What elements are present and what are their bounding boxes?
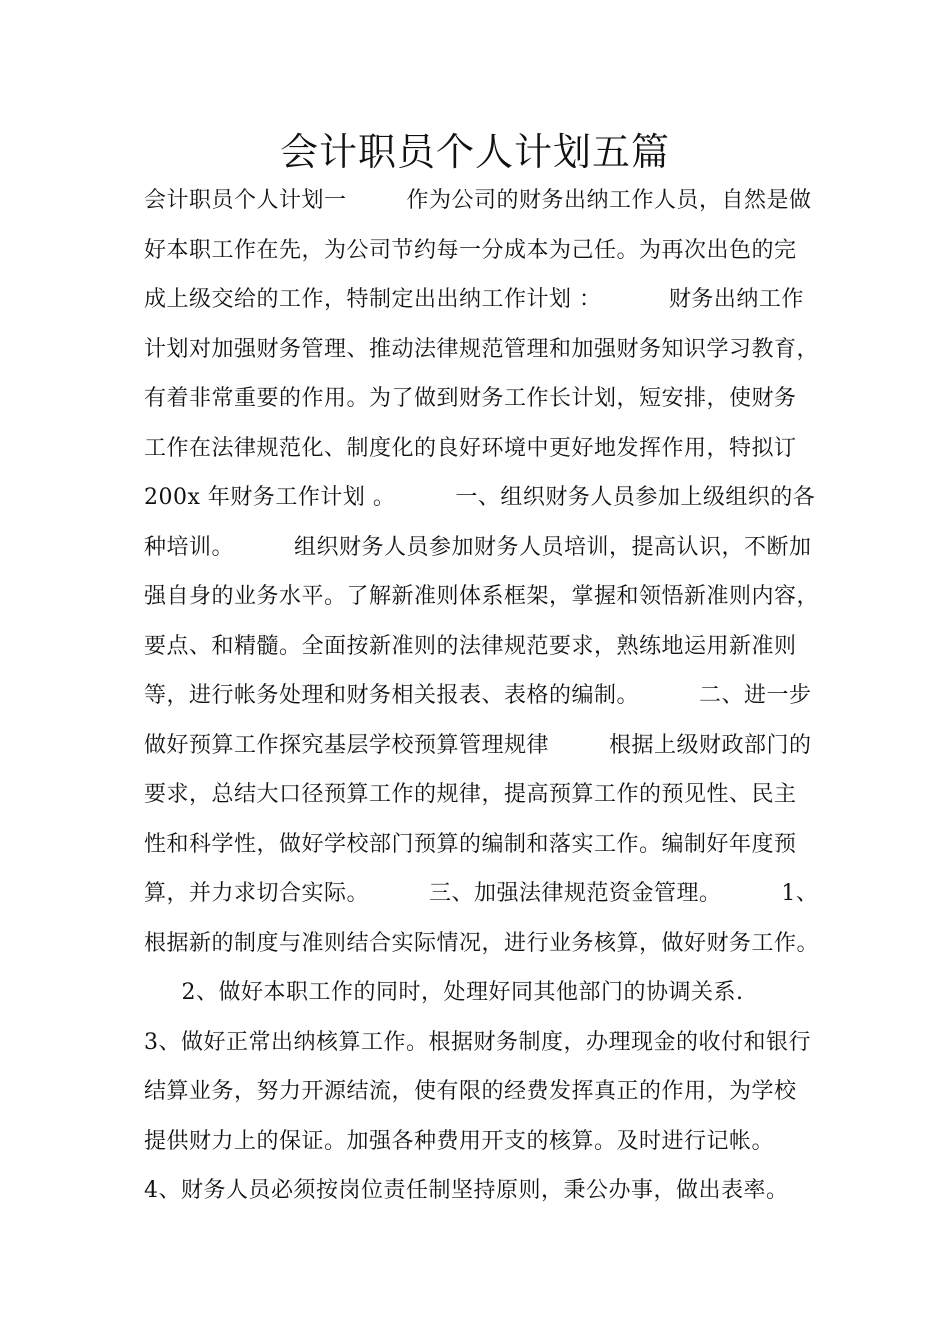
body-line: 要求，总结大口径预算工作的规律，提高预算工作的预见性、民主 [144,782,797,807]
body-line: 种培训。 组织财务人员参加财务人员培训，提高认识，不断加 [144,534,812,560]
body-line: 工作在法律规范化、制度化的良好环境中更好地发挥作用，特拟订 [144,435,797,461]
body-line: 4、财务人员必须按岗位责任制坚持原则，秉公办事，做出表率。 [144,1178,789,1203]
body-line: 做好预算工作探究基层学校预算管理规律 根据上级财政部门的 [144,732,812,758]
body-line: 算，并力求切合实际。 三、加强法律规范资金管理。 1、 [144,881,819,906]
body-line: 性和科学性，做好学校部门预算的编制和落实工作。编制好年度预 [144,831,797,857]
body-line: 等，进行帐务处理和财务相关报表、表格的编制。 二、进一步 [144,683,812,708]
body-line: 强自身的业务水平。了解新准则体系框架，掌握和领悟新准则内容， [144,584,820,609]
body-line: 提供财力上的保证。加强各种费用开支的核算。及时进行记帐。 [144,1128,775,1154]
body-line: 3、做好正常出纳核算工作。根据财务制度，办理现金的收付和银行 [144,1029,811,1055]
body-line: 要点、和精髓。全面按新准则的法律规范要求，熟练地运用新准则 [144,633,797,659]
body-line: 成上级交给的工作，特制定出出纳工作计划 ： 财务出纳工作 [144,287,804,312]
body-line: 200x 年财务工作计划 。 一、组织财务人员参加上级组织的各 [144,485,816,510]
body-line: 会计职员个人计划一 作为公司的财务出纳工作人员，自然是做 [144,188,812,213]
body-line: 计划对加强财务管理、推动法律规范管理和加强财务知识学习教育， [144,336,820,362]
body-line: 2、做好本职工作的同时，处理好同其他部门的协调关系. [144,980,744,1005]
document-body [144,176,844,1216]
body-line: 有着非常重要的作用。为了做到财务工作长计划，短安排，使财务 [144,386,797,411]
document-title: 会计职员个人计划五篇 [279,130,670,174]
body-line: 结算业务，努力开源结流，使有限的经费发挥真正的作用，为学校 [144,1079,797,1104]
body-line: 根据新的制度与准则结合实际情况，进行业务核算，做好财务工作。 [144,930,820,956]
body-line: 好本职工作在先，为公司节约每一分成本为己任。为再次出色的完 [144,237,797,263]
